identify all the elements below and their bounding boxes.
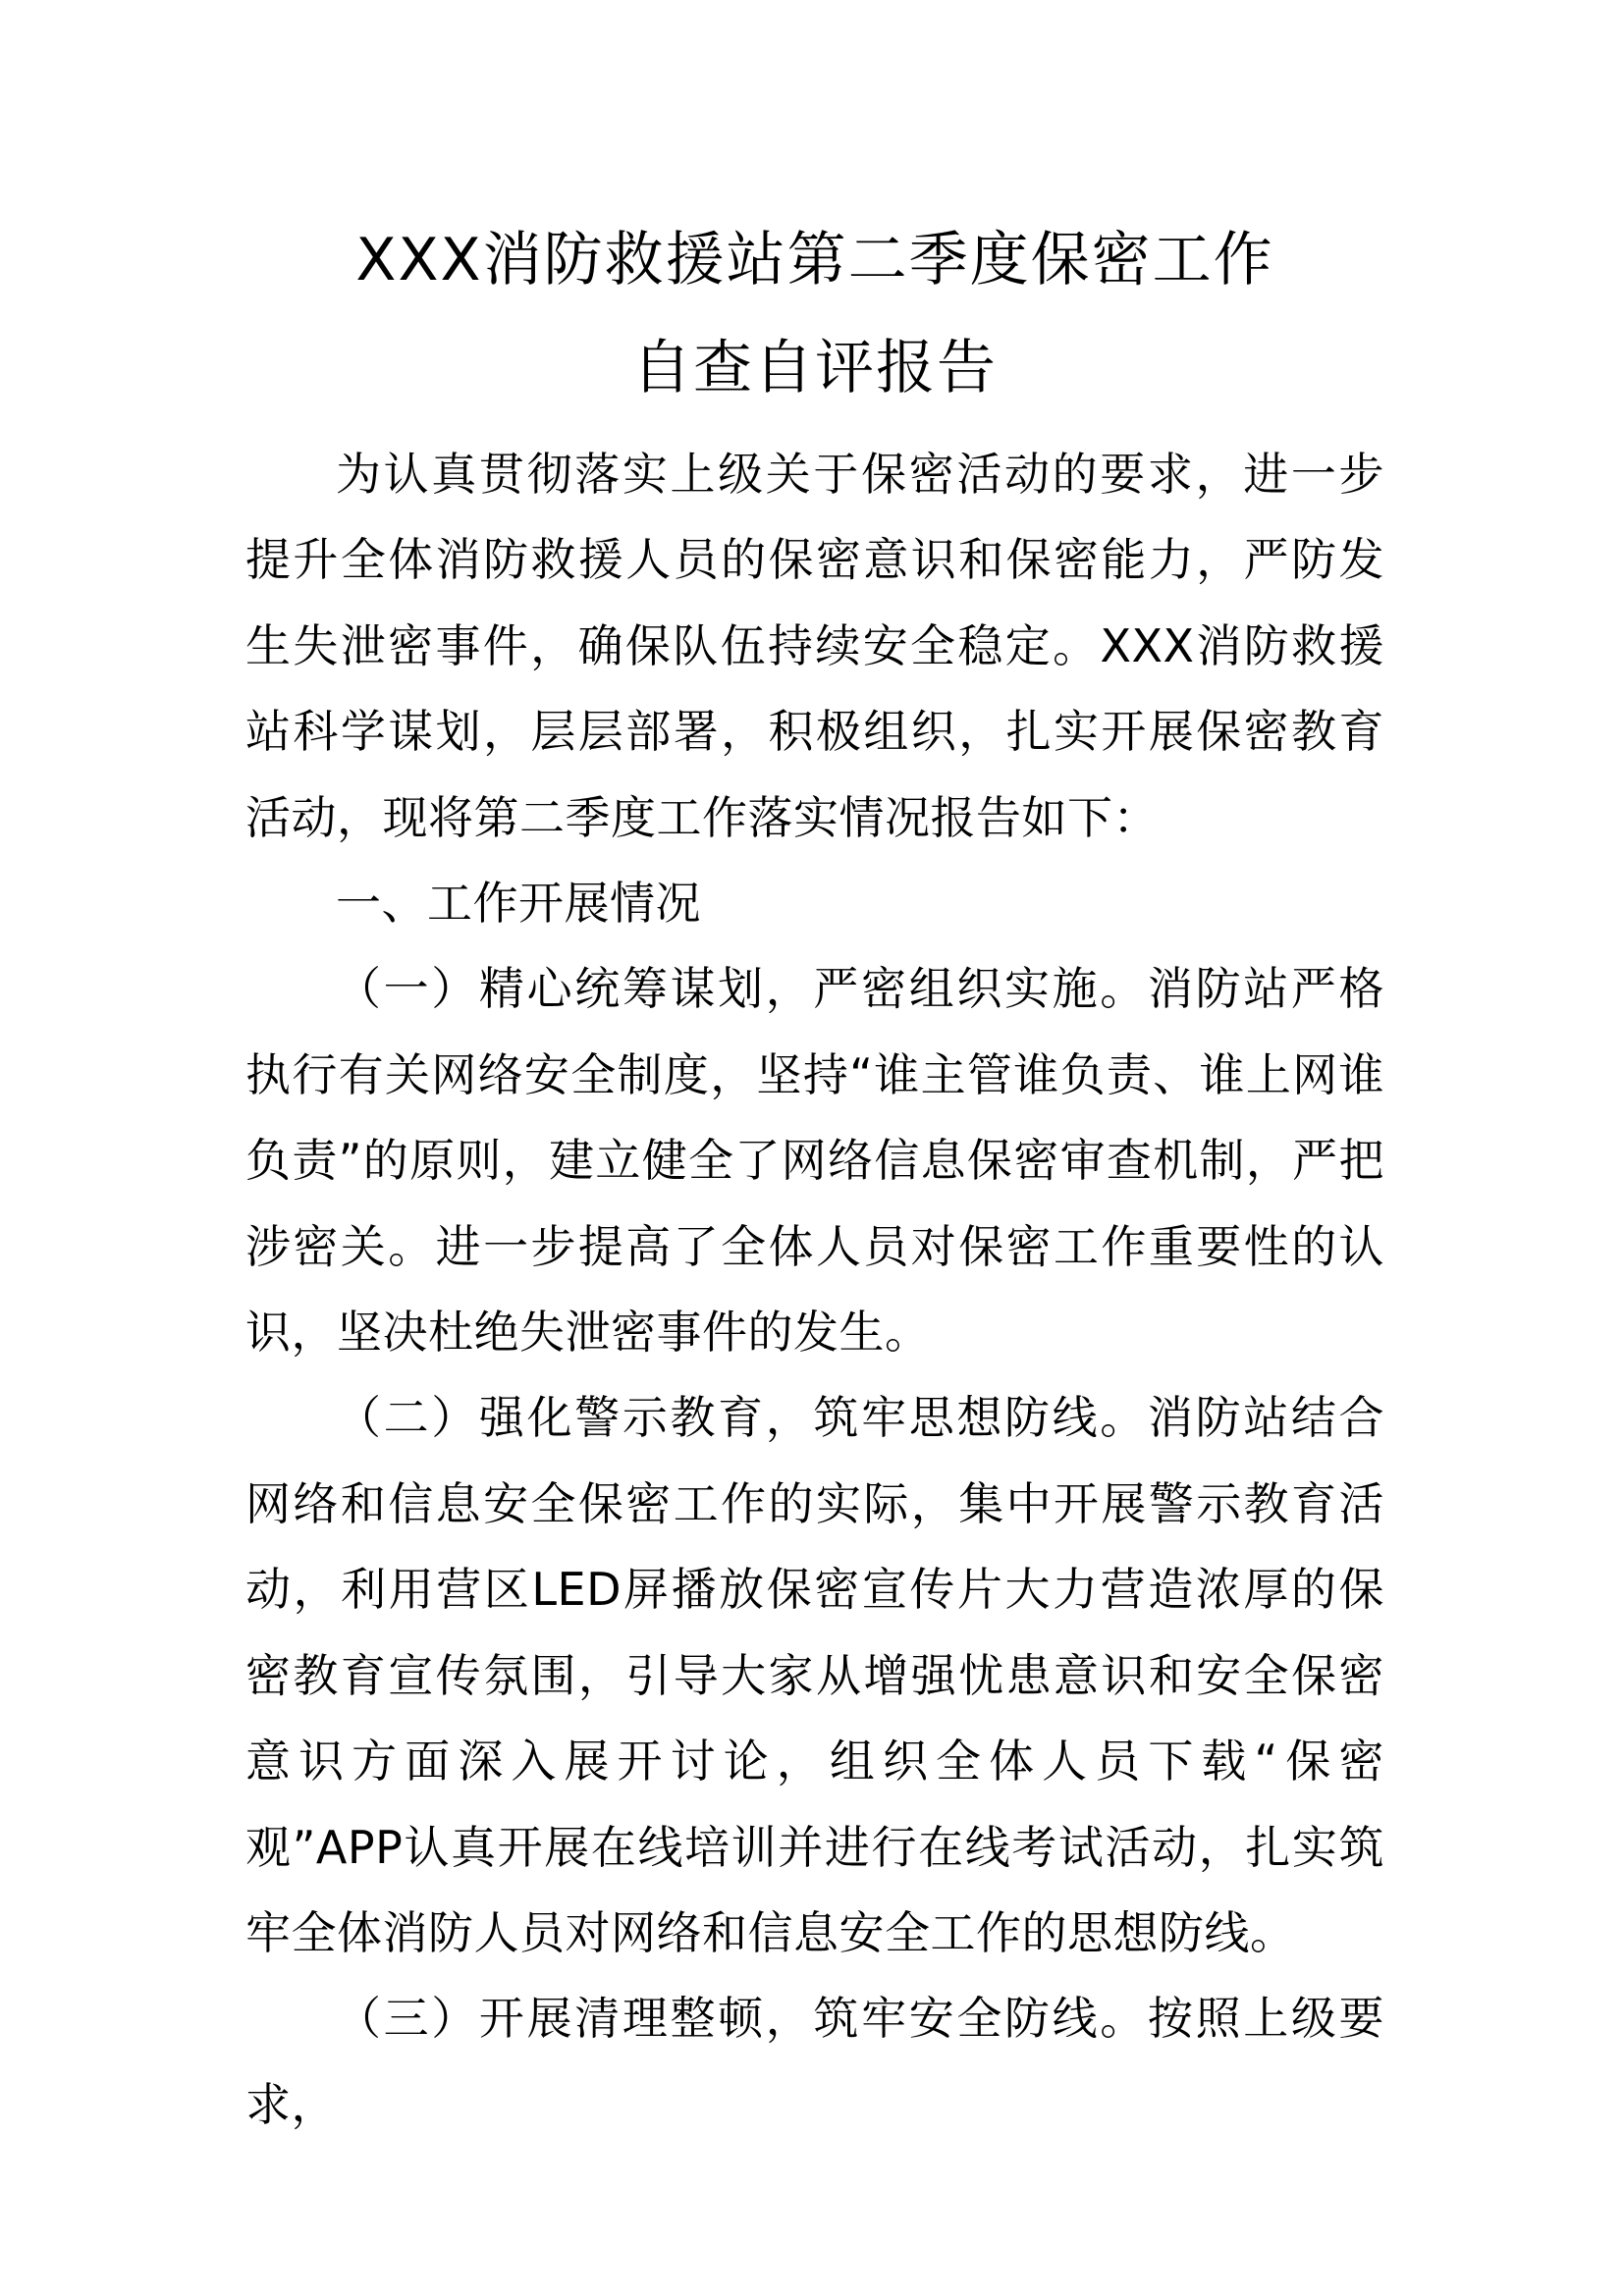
paragraph-item-3: （三）开展清理整顿，筑牢安全防线。按照上级要求， [245, 1992, 1384, 2131]
paragraph-item-1: （一）精心统筹谋划，严密组织实施。消防站严格执行有关网络安全制度，坚持“谁主管谁负责、谁上网谁负责”的原则，建立健全了网络信息保密审查机制，严把涉密关。进一步提高了全体人员对保密工作重要性的认识，坚决杜绝失泄密事件的发生。 [245, 962, 1384, 1360]
document-body [245, 432, 1384, 2148]
document-title-line-1: XXX消防救援站第二季度保密工作 [355, 226, 1274, 294]
document-title-line-2: 自查自评报告 [632, 334, 998, 402]
paragraph-item-2: （二）强化警示教育，筑牢思想防线。消防站结合网络和信息安全保密工作的实际，集中开展警示教育活动，利用营区LED屏播放保密宣传片大力营造浓厚的保密教育宣传氛围，引导大家从增强忧患意识和安全保密意识方面深入展开讨论，组织全体人员下载“保密观”APP认真开展在线培训并进行在线考试活动，扎实筑牢全体消防人员对网络和信息安全工作的思想防线。 [245, 1391, 1384, 1959]
intro-paragraph: 为认真贯彻落实上级关于保密活动的要求，进一步提升全体消防救援人员的保密意识和保密能力，严防发生失泄密事件，确保队伍持续安全稳定。XXX消防救援站科学谋划，层层部署，积极组织，扎实开展保密教育活动，现将第二季度工作落实情况报告如下： [245, 448, 1384, 844]
section-heading: 一、工作开展情况 [336, 877, 701, 931]
